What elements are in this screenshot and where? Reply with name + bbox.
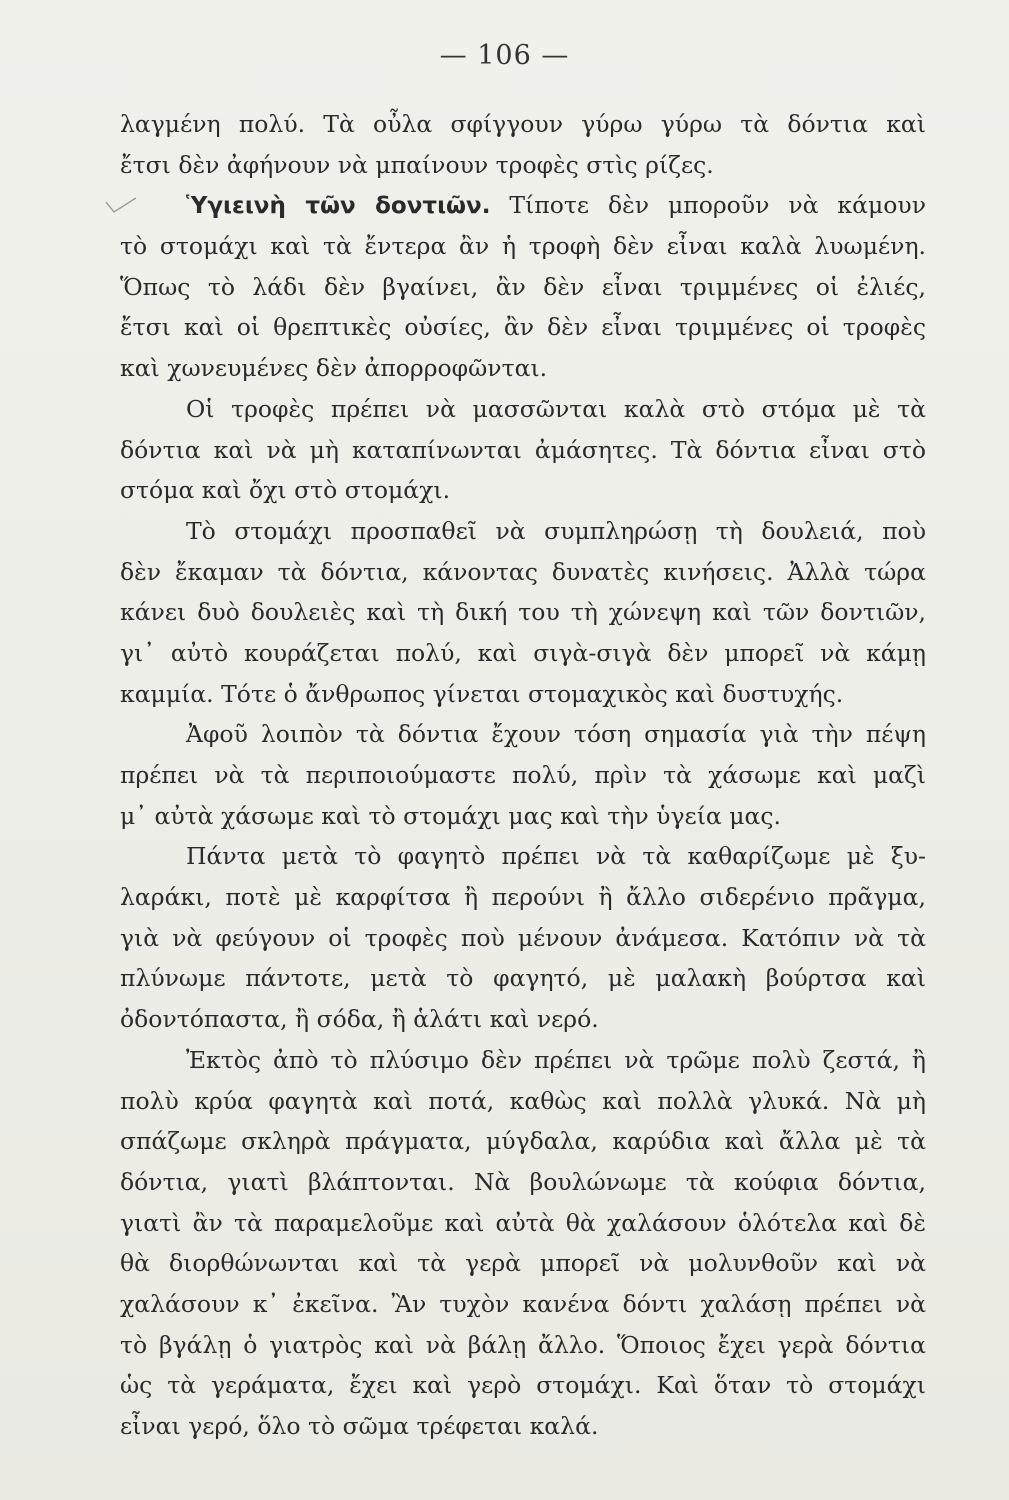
text-line: τὸ στομάχι καὶ τὰ ἔντερα ἂν ἡ τροφὴ δὲν εἶναι καλὰ λυωμένη. [120,232,926,261]
text-line-with-heading [120,185,926,226]
text-line: εἶναι γερό, ὅλο τὸ σῶμα τρέφεται καλά. [120,1412,599,1440]
text-line: γιὰ νὰ φεύγουν οἱ τροφὲς ποὺ μένουν ἀνάμεσα. Κατόπιν νὰ τὰ [120,923,926,952]
text-line: γι᾽ αὐτὸ κουράζεται πολύ, καὶ σιγὰ-σιγὰ δὲν μπορεῖ νὰ κάμῃ [120,638,926,667]
text-line: ὀδοντόπαστα, ἢ σόδα, ἢ ἁλάτι καὶ νερό. [120,1005,599,1034]
text-line: Πάντα μετὰ τὸ φαγητὸ πρέπει νὰ τὰ καθαρίζωμε μὲ ξυ- [186,842,926,871]
text-line: Οἱ τροφὲς πρέπει νὰ μασσῶνται καλὰ στὸ στόμα μὲ τὰ [186,394,926,423]
section-heading: Ὑγιεινὴ τῶν δοντιῶν. [186,193,491,220]
text-line: Ἐκτὸς ἀπὸ τὸ πλύσιμο δὲν πρέπει νὰ τρῶμε πολὺ ζεστά, ἢ [186,1045,926,1074]
text-line: Ὅπως τὸ λάδι δὲν βγαίνει, ἂν δὲν εἶναι τριμμένες οἱ ἐλιές, [120,272,926,301]
text-line: καμμία. Τότε ὁ ἄνθρωπος γίνεται στομαχικὸς καὶ δυστυχής. [120,679,844,708]
text-line: Ἀφοῦ λοιπὸν τὰ δόντια ἔχουν τόση σημασία γιὰ τὴν πέψη [186,720,926,749]
text-line-remainder: Τίποτε δὲν μποροῦν νὰ κάμουν [490,191,926,220]
text-line: λαγμένη πολύ. Τὰ οὖλα σφίγγουν γύρω γύρω τὰ δόντια καὶ [120,110,926,138]
text-line: ἔτσι καὶ οἱ θρεπτικὲς οὐσίες, ἂν δὲν εἶναι τριμμένες οἱ τροφὲς [120,313,926,342]
text-line: καὶ χωνευμένες δὲν ἀπορροφῶνται. [120,354,548,383]
text-line: πλύνωμε πάντοτε, μετὰ τὸ φαγητό, μὲ μαλακὴ βούρτσα καὶ [120,964,926,993]
text-line: τὸ βγάλῃ ὁ γιατρὸς καὶ νὰ βάλῃ ἄλλο. Ὅποιος ἔχει γερὰ δόντια [120,1330,926,1359]
text-line: ὡς τὰ γεράματα, ἔχει καὶ γερὸ στομάχι. Καὶ ὅταν τὸ στομάχι [120,1371,926,1400]
text-line: πολὺ κρύα φαγητὰ καὶ ποτά, καθὼς καὶ πολλὰ γλυκά. Νὰ μὴ [120,1086,926,1115]
text-line: δὲν ἔκαμαν τὰ δόντια, κάνοντας δυνατὲς κινήσεις. Ἀλλὰ τώρα [120,557,926,586]
text-line: Τὸ στομάχι προσπαθεῖ νὰ συμπληρώσῃ τὴ δουλειά, ποὺ [186,516,926,545]
text-line: γιατὶ ἂν τὰ παραμελοῦμε καὶ αὐτὰ θὰ χαλάσουν ὁλότελα καὶ δὲ [120,1208,926,1237]
body-text [120,104,926,1447]
text-line: δόντια καὶ νὰ μὴ καταπίνωνται ἀμάσητες. Τὰ δόντια εἶναι στὸ [120,435,926,464]
text-line: χαλάσουν κ᾽ ἐκεῖνα. Ἂν τυχὸν κανένα δόντι χαλάσῃ πρέπει νὰ [120,1289,926,1318]
text-line: μ᾽ αὐτὰ χάσωμε καὶ τὸ στομάχι μας καὶ τὴν ὑγεία μας. [120,801,782,830]
text-line: ἔτσι δὲν ἀφήνουν νὰ μπαίνουν τροφὲς στὶς ρίζες. [120,150,714,179]
text-line: σπάζωμε σκληρὰ πράγματα, μύγδαλα, καρύδια καὶ ἄλλα μὲ τὰ [120,1127,926,1156]
page-number: — 106 — [439,40,570,71]
text-line: στόμα καὶ ὄχι στὸ στομάχι. [120,476,451,505]
text-line: κάνει δυὸ δουλειὲς καὶ τὴ δική του τὴ χώνεψη καὶ τῶν δοντιῶν, [120,598,926,627]
text-line: θὰ διορθώνωνται καὶ τὰ γερὰ μπορεῖ νὰ μολυνθοῦν καὶ νὰ [120,1249,926,1278]
text-line: λαράκι, ποτὲ μὲ καρφίτσα ἢ περούνι ἢ ἄλλο σιδερένιο πρᾶγμα, [120,883,926,912]
text-line: πρέπει νὰ τὰ περιποιούμαστε πολύ, πρὶν τὰ χάσωμε καὶ μαζὶ [120,761,926,789]
text-line: δόντια, γιατὶ βλάπτονται. Νὰ βουλώνωμε τὰ κούφια δόντια, [120,1167,926,1196]
